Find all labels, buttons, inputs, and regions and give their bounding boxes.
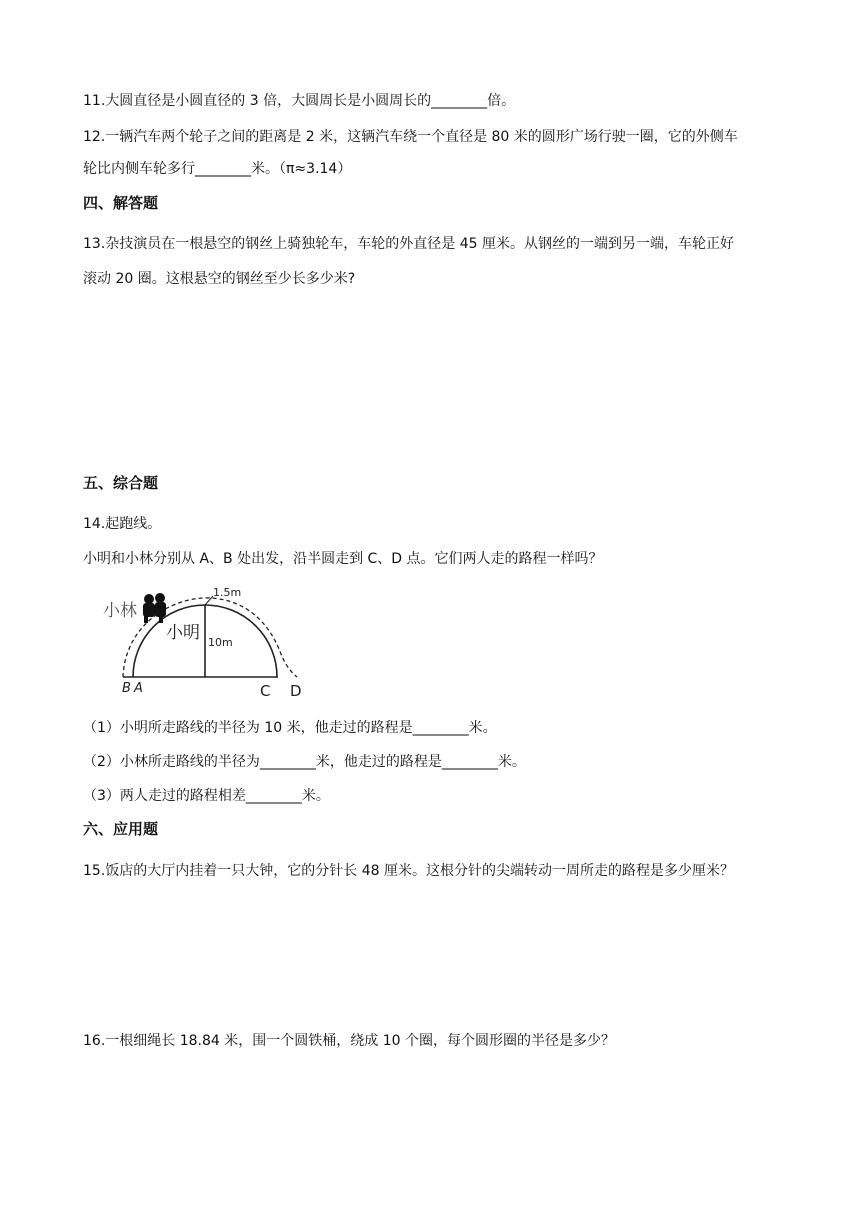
question-15: 15.饭店的大厅内挂着一只大钟，它的分针长 48 厘米。这根分针的尖端转动一周所走的路程是多少厘米？ [83, 863, 734, 879]
label-b: B [122, 681, 131, 696]
running-track-figure [103, 584, 313, 699]
question-16: 16.一根细绳长 18.84 米，围一个圆铁桶，绕成 10 个圈，每个圆形圈的半径是多少？ [83, 1033, 615, 1049]
question-12-line-1: 12.一辆汽车两个轮子之间的距离是 2 米，这辆汽车绕一个直径是 80 米的圆形广场行驶一圈，它的外侧车 [83, 129, 738, 145]
section-heading-6: 六、应用题 [83, 820, 159, 838]
label-xiaoming: 小明 [166, 623, 200, 643]
question-14-sub-3: （3）两人走过的路程相差________米。 [83, 788, 330, 804]
question-11: 11.大圆直径是小圆直径的 3 倍，大圆周长是小圆周长的________倍。 [83, 93, 516, 109]
section-heading-4: 四、解答题 [83, 194, 159, 212]
label-gap: 1.5m [213, 586, 242, 599]
question-14-sub-1: （1）小明所走路线的半径为 10 米，他走过的路程是________米。 [83, 720, 497, 736]
runners-icon [143, 593, 166, 623]
question-12-line-2: 轮比内侧车轮多行________米。（π≈3.14） [83, 161, 352, 177]
label-xiaolin: 小林 [103, 601, 137, 621]
label-radius: 10m [208, 636, 233, 649]
label-d: D [290, 682, 302, 699]
question-14-intro: 小明和小林分别从 A、B 处出发，沿半圆走到 C、D 点。它们两人走的路程一样吗？ [83, 551, 603, 567]
label-a: A [134, 681, 143, 696]
question-13-line-2: 滚动 20 圈。这根悬空的钢丝至少长多少米? [83, 271, 356, 287]
question-14-sub-2: （2）小林所走路线的半径为________米，他走过的路程是________米。 [83, 754, 526, 770]
label-c: C [260, 682, 271, 699]
section-heading-5: 五、综合题 [83, 474, 159, 492]
question-13-line-1: 13.杂技演员在一根悬空的钢丝上骑独轮车，车轮的外直径是 45 厘米。从钢丝的一端到另一端，车轮正好 [83, 236, 734, 252]
question-14-title: 14.起跑线。 [83, 516, 162, 532]
